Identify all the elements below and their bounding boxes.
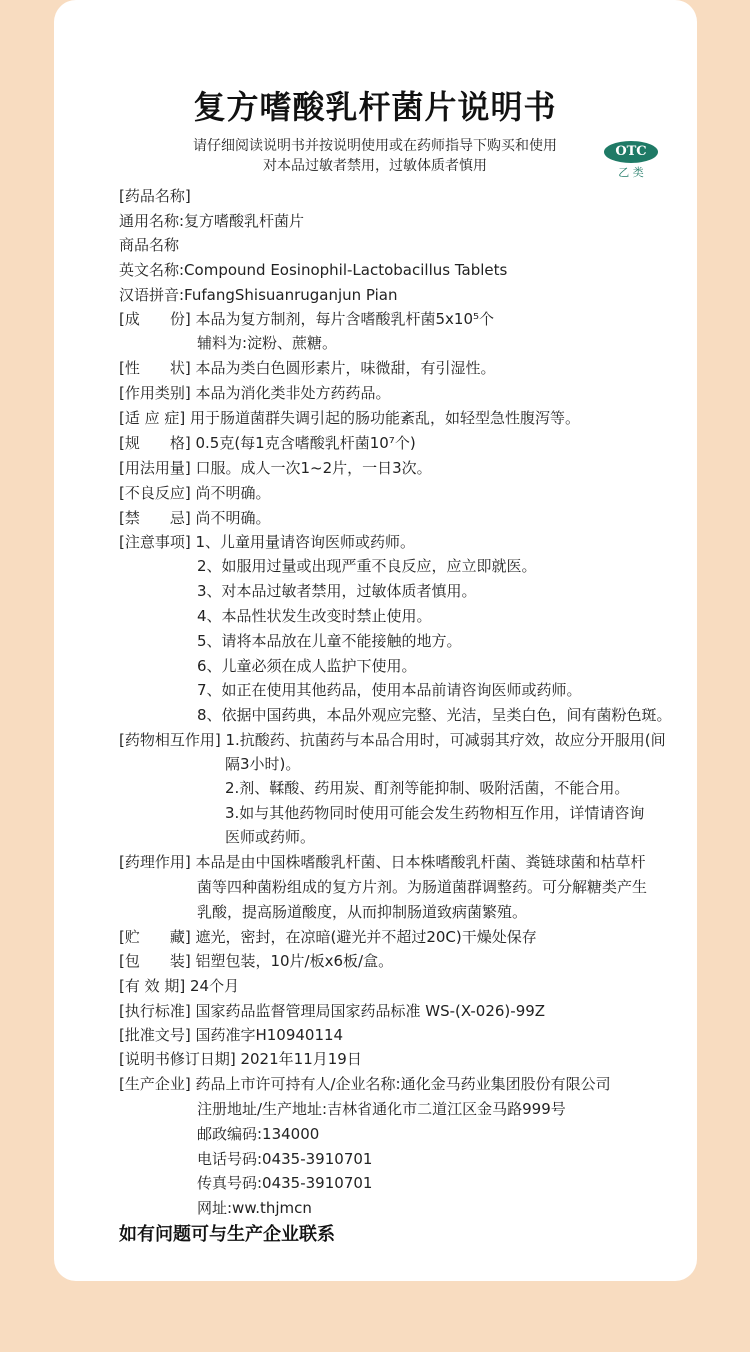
composition: [成 份] 本品为复方制剂，每片含嗜酸乳杆菌5x10⁵个 xyxy=(119,310,494,328)
interaction-1-cont: 隔3小时)。 xyxy=(225,755,301,773)
notice-line-2: 对本品过敏者禁用，过敏体质者慎用 xyxy=(263,158,487,174)
pharmacology-1: [药理作用] 本品是由中国株嗜酸乳杆菌、日本株嗜酸乳杆菌、粪链球菌和枯草杆 xyxy=(119,853,646,871)
specification: [规 格] 0.5克(每1克含嗜酸乳杆菌10⁷个) xyxy=(119,434,416,452)
interaction-3-cont: 医师或药师。 xyxy=(225,828,316,846)
dosage: [用法用量] 口服。成人一次1~2片，一日3次。 xyxy=(119,459,432,477)
standard: [执行标准] 国家药品监督管理局国家药品标准 WS-(X-026)-99Z xyxy=(119,1002,546,1020)
adverse-reactions: [不良反应] 尚不明确。 xyxy=(119,484,271,502)
storage: [贮 藏] 遮光，密封，在凉暗(避光并不超过20C)干燥处保存 xyxy=(119,928,537,946)
website: 网址:ww.thjmcn xyxy=(197,1199,312,1217)
phone-number: 电话号码:0435-3910701 xyxy=(197,1150,373,1168)
otc-badge: OTC xyxy=(604,141,658,163)
interaction-1: [药物相互作用] 1.抗酸药、抗菌药与本品合用时，可减弱其疗效，故应分开服用(间 xyxy=(119,731,666,749)
description: [性 状] 本品为类白色圆形素片，味微甜，有引湿性。 xyxy=(119,359,496,377)
page-title: 复方嗜酸乳杆菌片说明书 xyxy=(193,88,557,126)
contact-note: 如有问题可与生产企业联系 xyxy=(119,1224,335,1245)
indications: [适 应 症] 用于肠道菌群失调引起的肠功能紊乱，如轻型急性腹泻等。 xyxy=(119,409,581,427)
english-name: 英文名称:Compound Eosinophil-Lactobacillus Tablets xyxy=(119,261,508,279)
shelf-life: [有 效 期] 24个月 xyxy=(119,977,240,995)
trade-name: 商品名称 xyxy=(119,236,180,254)
notice-line-1: 请仔细阅读说明书并按说明使用或在药师指导下购买和使用 xyxy=(193,138,557,154)
precaution-5: 5、请将本品放在儿童不能接触的地方。 xyxy=(197,632,462,650)
otc-category: 乙 类 xyxy=(618,166,644,179)
category: [作用类别] 本品为消化类非处方药药品。 xyxy=(119,384,391,402)
excipients: 辅料为:淀粉、蔗糖。 xyxy=(197,334,338,352)
revision-date: [说明书修订日期] 2021年11月19日 xyxy=(119,1050,362,1068)
approval-number: [批准文号] 国药准字H10940114 xyxy=(119,1026,344,1044)
precaution-8: 8、依据中国药典，本品外观应完整、光洁，呈类白色，间有菌粉色斑。 xyxy=(197,706,672,724)
packaging: [包 装] 铝塑包装，10片/板x6板/盒。 xyxy=(119,952,394,970)
precaution-7: 7、如正在使用其他药品，使用本品前请咨询医师或药师。 xyxy=(197,681,582,699)
precaution-6: 6、儿童必须在成人监护下使用。 xyxy=(197,657,417,675)
pharmacology-2: 菌等四种菌粉组成的复方片剂。为肠道菌群调整药。可分解糖类产生 xyxy=(197,878,648,896)
postal-code: 邮政编码:134000 xyxy=(197,1125,320,1143)
precaution-1: [注意事项] 1、儿童用量请咨询医师或药师。 xyxy=(119,533,416,551)
generic-name: 通用名称:复方嗜酸乳杆菌片 xyxy=(119,212,305,230)
manufacturer: [生产企业] 药品上市许可持有人/企业名称:通化金马药业集团股份有限公司 xyxy=(119,1075,611,1093)
address: 注册地址/生产地址:吉林省通化市二道江区金马路999号 xyxy=(197,1100,566,1118)
pharmacology-3: 乳酸，提高肠道酸度，从而抑制肠道致病菌繁殖。 xyxy=(197,903,528,921)
section-drug-name: [药品名称] xyxy=(119,187,191,205)
pinyin-name: 汉语拼音:FufangShisuanruganjun Pian xyxy=(119,286,398,304)
precaution-2: 2、如服用过量或出现严重不良反应，应立即就医。 xyxy=(197,557,537,575)
contraindications: [禁 忌] 尚不明确。 xyxy=(119,509,271,527)
precaution-4: 4、本品性状发生改变时禁止使用。 xyxy=(197,607,432,625)
precaution-3: 3、对本品过敏者禁用，过敏体质者慎用。 xyxy=(197,582,477,600)
fax-number: 传真号码:0435-3910701 xyxy=(197,1174,373,1192)
interaction-3: 3.如与其他药物同时使用可能会发生药物相互作用，详情请咨询 xyxy=(225,804,645,822)
interaction-2: 2.剂、鞣酸、药用炭、酊剂等能抑制、吸附活菌，不能合用。 xyxy=(225,779,630,797)
